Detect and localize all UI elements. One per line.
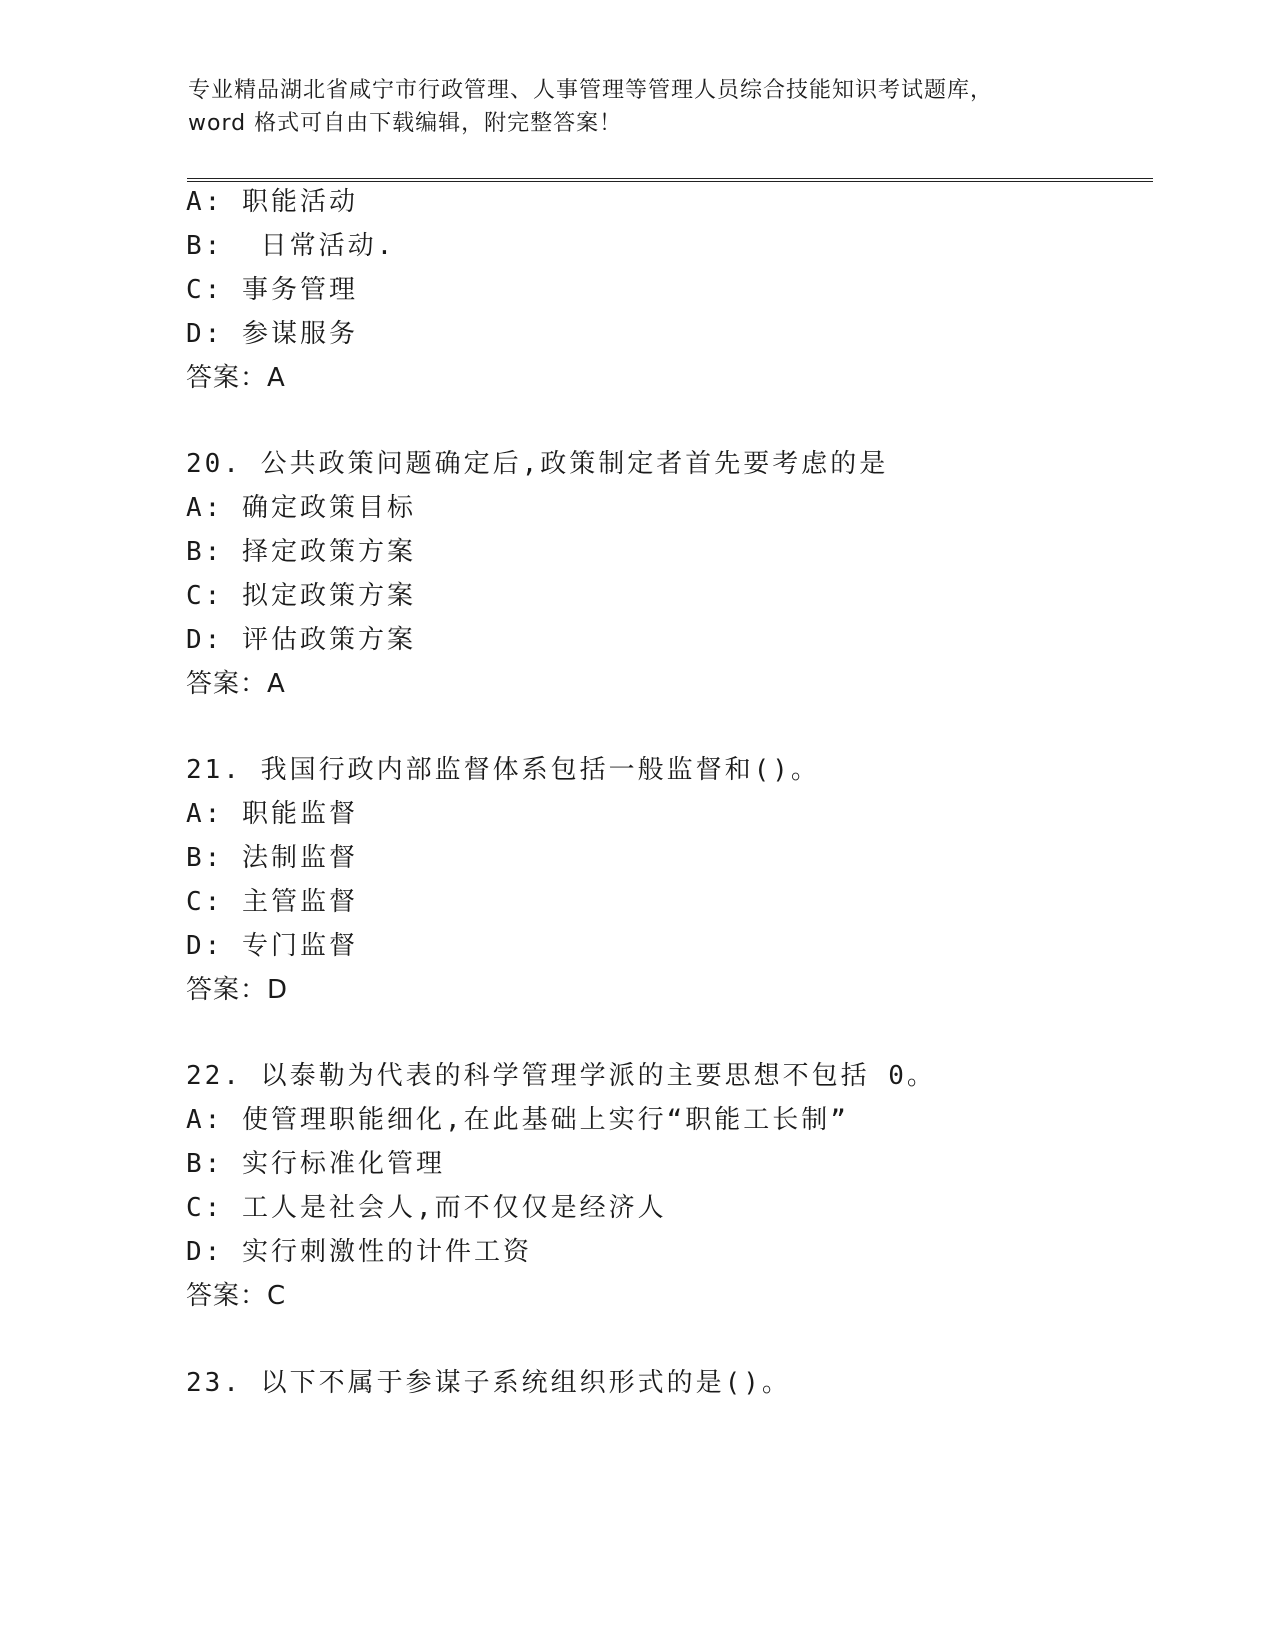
q21-option-b: B: 法制监督 [186,843,358,873]
header-line-2: word 格式可自由下载编辑，附完整答案！ [188,111,623,136]
q21-option-d: D: 专门监督 [186,931,358,961]
q20-option-a: A: 确定政策目标 [186,493,416,523]
q22-option-a: A: 使管理职能细化,在此基础上实行“职能工长制” [186,1105,849,1135]
document-header [188,74,1148,140]
q20-option-b: B: 择定政策方案 [186,537,416,567]
q22-option-c: C: 工人是社会人,而不仅仅是经济人 [186,1193,667,1223]
q20-question: 20. 公共政策问题确定后,政策制定者首先要考虑的是 [186,449,889,479]
q20-option-d: D: 评估政策方案 [186,625,416,655]
q22-option-d: D: 实行刺激性的计件工资 [186,1237,532,1267]
q22-option-b: B: 实行标准化管理 [186,1149,445,1179]
header-line-1: 专业精品湖北省咸宁市行政管理、人事管理等管理人员综合技能知识考试题库， [188,78,994,103]
q19-option-b: B: 日常活动. [186,231,396,261]
q23-question: 23. 以下不属于参谋子系统组织形式的是()。 [186,1368,791,1398]
q21-option-c: C: 主管监督 [186,887,358,917]
q19-option-a: A: 职能活动 [186,187,358,217]
q20-option-c: C: 拟定政策方案 [186,581,416,611]
q21-option-a: A: 职能监督 [186,799,358,829]
q20-answer: 答案：A [186,669,286,699]
q19-option-c: C: 事务管理 [186,275,358,305]
q21-answer: 答案：D [186,975,289,1005]
q22-answer: 答案：C [186,1281,287,1311]
q21-question: 21. 我国行政内部监督体系包括一般监督和()。 [186,755,820,785]
q22-question: 22. 以泰勒为代表的科学管理学派的主要思想不包括 0。 [186,1061,936,1091]
q19-option-d: D: 参谋服务 [186,319,358,349]
q19-answer: 答案：A [186,363,286,393]
header-divider [187,178,1153,182]
